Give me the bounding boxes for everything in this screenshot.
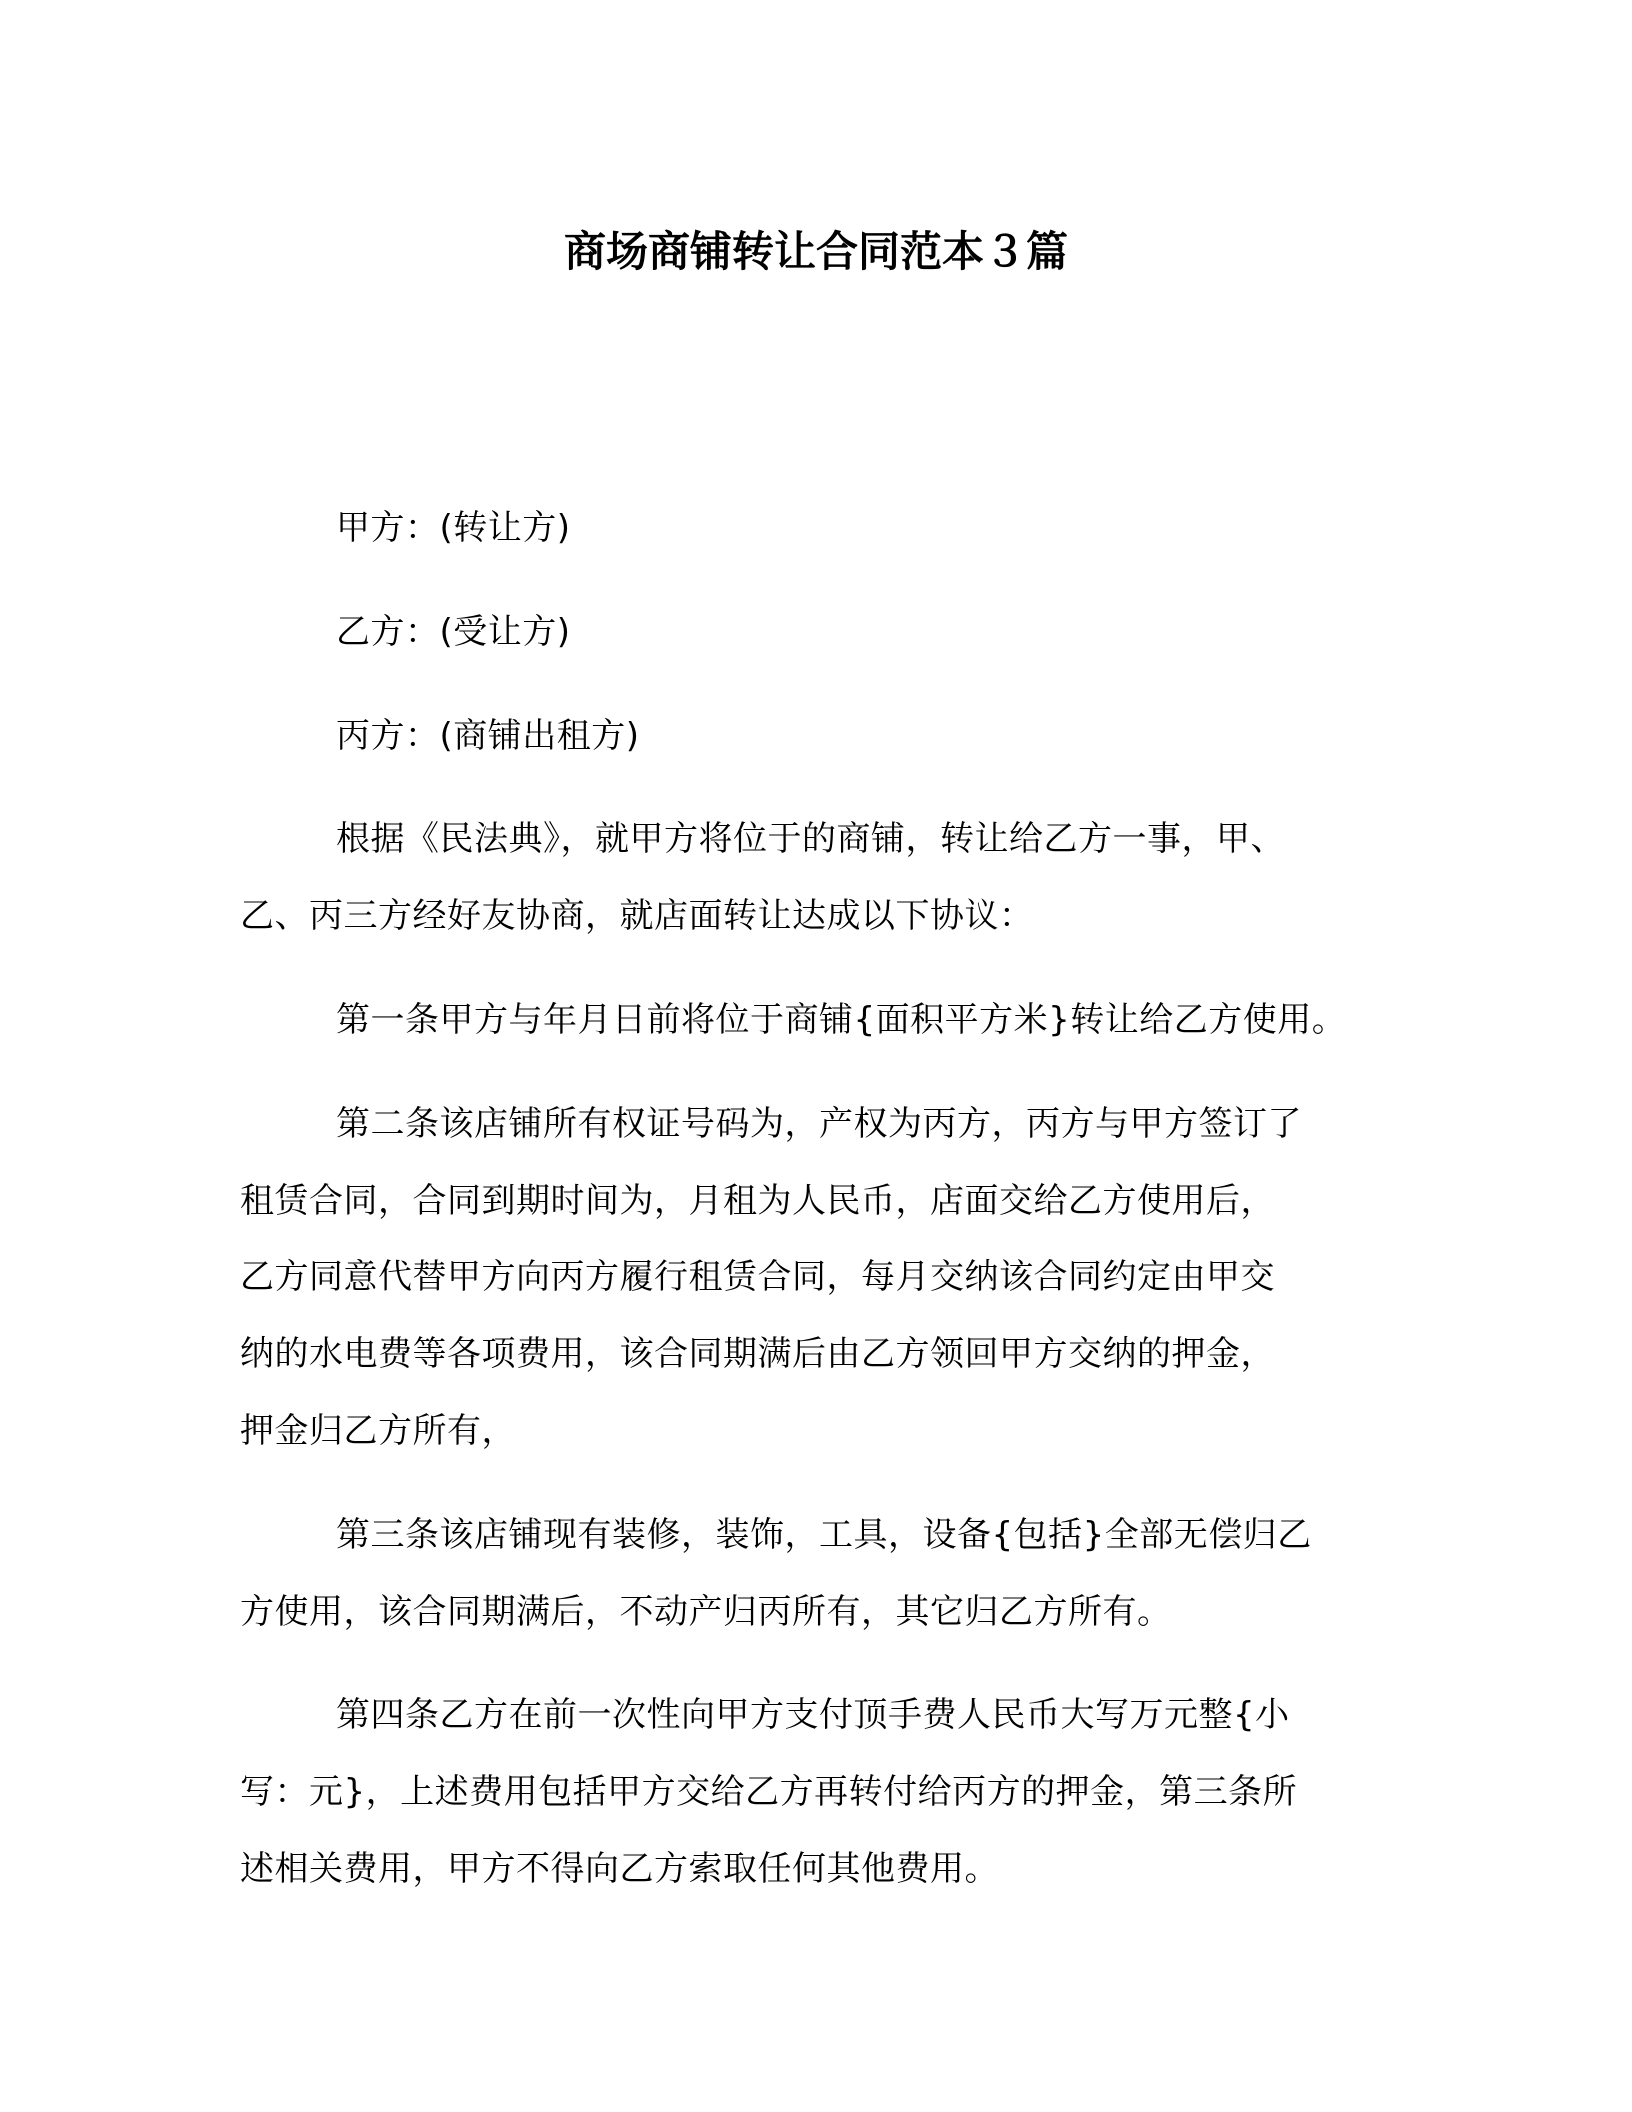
text-line: 第二条该店铺所有权证号码为，产权为丙方，丙方与甲方签订了 xyxy=(336,1103,1302,1144)
text-line: 方使用，该合同期满后，不动产归丙所有，其它归乙方所有。 xyxy=(240,1591,1172,1632)
text-line: 丙方：(商铺出租方) xyxy=(336,715,640,756)
document-title: 商场商铺转让合同范本３篇 xyxy=(563,227,1068,276)
text-line: 乙、丙三方经好友协商，就店面转让达成以下协议： xyxy=(240,896,1034,937)
text-line: 写：元}，上述费用包括甲方交给乙方再转付给丙方的押金，第三条所 xyxy=(240,1772,1298,1813)
text-line: 乙方：(受让方) xyxy=(336,611,571,652)
party-a-line xyxy=(240,490,1392,567)
article-3-paragraph xyxy=(240,1497,1392,1651)
text-line: 第四条乙方在前一次性向甲方支付顶手费人民币大写万元整{小 xyxy=(336,1695,1290,1736)
party-c-line xyxy=(240,698,1392,775)
text-line: 甲方：(转让方) xyxy=(336,508,571,548)
text-line: 述相关费用，甲方不得向乙方索取任何其他费用。 xyxy=(240,1848,999,1889)
text-line: 租赁合同，合同到期时间为，月租为人民币，店面交给乙方使用后， xyxy=(240,1180,1275,1221)
text-line: 根据《民法典》，就甲方将位于的商铺，转让给乙方一事，甲、 xyxy=(336,819,1285,860)
article-4-paragraph xyxy=(240,1677,1392,1907)
text-line: 纳的水电费等各项费用，该合同期满后由乙方领回甲方交纳的押金， xyxy=(240,1334,1275,1375)
text-line: 乙方同意代替甲方向丙方履行租赁合同，每月交纳该合同约定由甲交 xyxy=(240,1257,1275,1298)
text-line: 第三条该店铺现有装修，装饰，工具，设备{包括}全部无偿归乙 xyxy=(336,1514,1312,1555)
preamble-paragraph xyxy=(240,801,1392,955)
article-2-paragraph xyxy=(240,1086,1392,1470)
party-b-line xyxy=(240,594,1392,671)
text-line: 押金归乙方所有， xyxy=(240,1410,516,1451)
text-line: 第一条甲方与年月日前将位于商铺{面积平方米}转让给乙方使用。 xyxy=(336,999,1347,1040)
document-body xyxy=(240,490,1392,1935)
article-1-paragraph xyxy=(240,982,1392,1059)
